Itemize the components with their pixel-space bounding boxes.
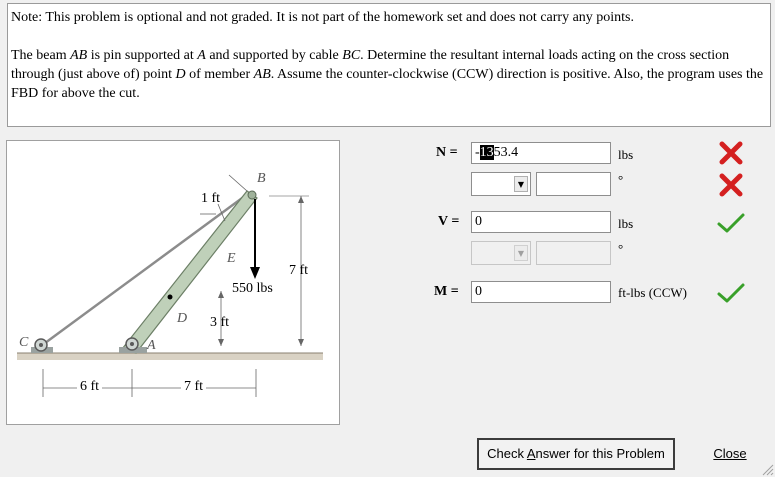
chevron-down-icon: ▼ [514,176,528,192]
note-line: Note: This problem is optional and not graded. It is not part of the homework set and does not carry any points. [11,10,635,25]
n-angle-wrong-icon [718,172,744,198]
n-unit: lbs [618,147,634,162]
n-label: N = [436,145,458,160]
check-answer-button[interactable]: Check Answer for this Problem [477,438,675,470]
n-angle-unit: ° [618,172,624,187]
v-correct-icon [716,210,746,236]
m-correct-icon [716,280,746,306]
n-wrong-icon [718,140,744,166]
chevron-down-icon: ▼ [514,245,528,261]
v-angle-input[interactable] [536,241,611,265]
resize-grip-icon[interactable] [760,462,774,476]
point-d [168,295,173,300]
load-label: 550 lbs [232,281,273,296]
m-label: M = [434,284,459,299]
label-c: C [19,335,29,350]
v-direction-select[interactable] [471,241,531,265]
v-angle-unit: ° [618,241,624,256]
close-button[interactable]: Close [713,446,747,461]
v-unit: lbs [618,216,634,231]
beam-figure [6,140,340,425]
n-angle-input[interactable] [536,172,611,196]
m-input[interactable]: 0 [471,281,611,303]
v-label: V = [438,214,460,229]
v-input[interactable]: 0 [471,211,611,233]
label-d: D [177,311,188,326]
n-input[interactable]: -1353.4 [471,142,611,164]
label-a: A [147,338,156,353]
dim-7ft-horizontal: 7 ft [181,379,206,395]
problem-text: The beam AB is pin supported at A and supported by cable BC. Determine the resultant internal loads acting on the cross section through (just above of) point D of member AB. Assume the counter-clockwise (CCW) direction is positive. Also, the program uses the FBD for above the cut. [11,48,764,101]
label-b: B [257,171,266,186]
m-unit: ft-lbs (CCW) [618,285,687,300]
dim-3ft: 3 ft [210,315,230,330]
label-e: E [227,251,236,266]
dim-7ft-vertical: 7 ft [289,263,309,278]
dim-6ft: 6 ft [77,379,102,395]
ground [17,353,323,360]
dim-1ft: 1 ft [201,191,221,206]
problem-statement [7,3,771,127]
n-direction-select[interactable] [471,172,531,196]
